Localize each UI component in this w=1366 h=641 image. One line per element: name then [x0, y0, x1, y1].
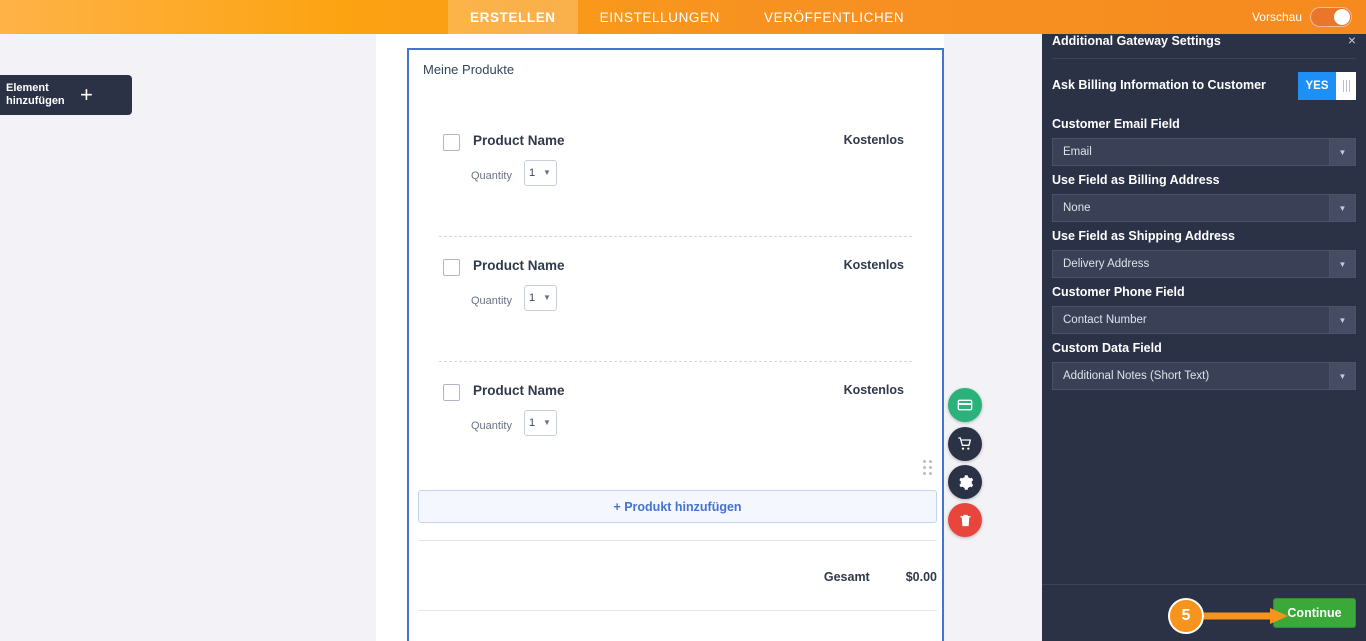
add-element-label	[0, 82, 78, 108]
settings-panel	[1042, 34, 1366, 641]
quantity-select[interactable]	[524, 410, 557, 436]
add-product-label: + Produkt hinzufügen	[613, 499, 742, 514]
product-price: Kostenlos	[843, 383, 904, 397]
product-name: Product Name	[473, 383, 565, 398]
field-custom-data	[1052, 340, 1356, 390]
ask-billing-row	[1052, 72, 1356, 102]
close-icon[interactable]: ×	[1347, 34, 1356, 48]
product-checkbox[interactable]	[443, 134, 460, 151]
quantity-label: Quantity	[471, 170, 512, 182]
field-shipping-address	[1052, 228, 1356, 278]
trash-icon-button[interactable]	[948, 503, 982, 537]
product-row	[439, 362, 912, 487]
chevron-down-icon: ▼	[1329, 195, 1355, 221]
quantity-label: Quantity	[471, 295, 512, 307]
chevron-down-icon: ▼	[543, 168, 551, 177]
add-product-button[interactable]	[418, 490, 937, 523]
page-title: Meine Produkte	[423, 62, 515, 77]
tab-einstellungen[interactable]	[578, 0, 742, 34]
tab-einstellungen-label: EINSTELLUNGEN	[599, 9, 720, 25]
billing-address-field-value: None	[1063, 202, 1091, 214]
chevron-down-icon: ▼	[1329, 363, 1355, 389]
custom-data-field-value: Additional Notes (Short Text)	[1063, 370, 1210, 382]
product-row	[439, 112, 912, 237]
drag-handle[interactable]	[923, 460, 935, 474]
product-name: Product Name	[473, 133, 565, 148]
preview-control	[1252, 0, 1352, 34]
tab-erstellen[interactable]	[448, 0, 578, 34]
field-customer-phone-label: Customer Phone Field	[1052, 285, 1185, 299]
total-row	[418, 570, 937, 584]
product-price: Kostenlos	[843, 258, 904, 272]
canvas-left-gutter	[0, 34, 376, 641]
product-row	[439, 237, 912, 362]
product-name: Product Name	[473, 258, 565, 273]
gear-icon	[957, 474, 974, 491]
product-price: Kostenlos	[843, 133, 904, 147]
add-element-line2: hinzufügen	[6, 95, 65, 107]
chevron-down-icon: ▼	[1329, 307, 1355, 333]
quantity-label: Quantity	[471, 420, 512, 432]
tab-veroeffentlichen[interactable]	[742, 0, 926, 34]
settings-panel-header	[1042, 34, 1366, 60]
settings-panel-body	[1042, 68, 1366, 396]
custom-data-field-select[interactable]	[1052, 362, 1356, 390]
chevron-down-icon: ▼	[543, 293, 551, 302]
ask-billing-toggle-knob	[1336, 72, 1356, 100]
field-billing-address-label: Use Field as Billing Address	[1052, 173, 1220, 187]
tab-veroeffentlichen-label: VERÖFFENTLICHEN	[764, 9, 905, 25]
field-customer-email-label: Customer Email Field	[1052, 117, 1180, 131]
customer-phone-field-value: Contact Number	[1063, 314, 1147, 326]
top-bar	[0, 0, 1366, 34]
payment-icon-button[interactable]	[948, 388, 982, 422]
product-list	[409, 112, 942, 487]
customer-email-field-select[interactable]	[1052, 138, 1356, 166]
annotation-step-badge	[1168, 598, 1204, 634]
quantity-select[interactable]	[524, 285, 557, 311]
annotation-arrow	[1204, 606, 1290, 626]
canvas-right-gutter	[944, 34, 1042, 641]
top-nav	[448, 0, 926, 34]
form-card	[407, 48, 944, 641]
continue-button-label: Continue	[1287, 606, 1342, 620]
product-checkbox[interactable]	[443, 384, 460, 401]
billing-address-field-select[interactable]	[1052, 194, 1356, 222]
customer-email-field-value: Email	[1063, 146, 1092, 158]
field-billing-address	[1052, 172, 1356, 222]
divider	[1052, 58, 1356, 59]
chevron-down-icon: ▼	[543, 418, 551, 427]
gear-icon-button[interactable]	[948, 465, 982, 499]
annotation-step-number: 5	[1181, 607, 1191, 624]
plus-icon: +	[80, 82, 93, 107]
field-customer-phone	[1052, 284, 1356, 334]
ask-billing-toggle-value: YES	[1298, 72, 1336, 100]
add-element-line1: Element	[6, 82, 49, 94]
cart-icon-button[interactable]	[948, 427, 982, 461]
shipping-address-field-select[interactable]	[1052, 250, 1356, 278]
ask-billing-toggle[interactable]	[1298, 72, 1356, 100]
payment-icon	[957, 397, 973, 413]
field-custom-data-label: Custom Data Field	[1052, 341, 1162, 355]
preview-toggle-knob	[1334, 9, 1350, 25]
preview-toggle[interactable]	[1310, 7, 1352, 27]
quantity-select[interactable]	[524, 160, 557, 186]
add-element-button[interactable]	[0, 75, 132, 115]
field-shipping-address-label: Use Field as Shipping Address	[1052, 229, 1235, 243]
settings-panel-title: Additional Gateway Settings	[1052, 34, 1221, 48]
total-value: $0.00	[905, 570, 937, 584]
trash-icon	[958, 513, 973, 528]
shipping-address-field-value: Delivery Address	[1063, 258, 1150, 270]
field-customer-email	[1052, 116, 1356, 166]
tab-erstellen-label: ERSTELLEN	[470, 9, 556, 25]
chevron-down-icon: ▼	[1329, 251, 1355, 277]
preview-label: Vorschau	[1251, 10, 1302, 24]
divider	[418, 540, 937, 541]
divider	[418, 610, 937, 611]
ask-billing-label: Ask Billing Information to Customer	[1052, 78, 1266, 92]
customer-phone-field-select[interactable]	[1052, 306, 1356, 334]
cart-icon	[957, 436, 973, 452]
chevron-down-icon: ▼	[1329, 139, 1355, 165]
total-label: Gesamt	[823, 570, 870, 584]
product-checkbox[interactable]	[443, 259, 460, 276]
